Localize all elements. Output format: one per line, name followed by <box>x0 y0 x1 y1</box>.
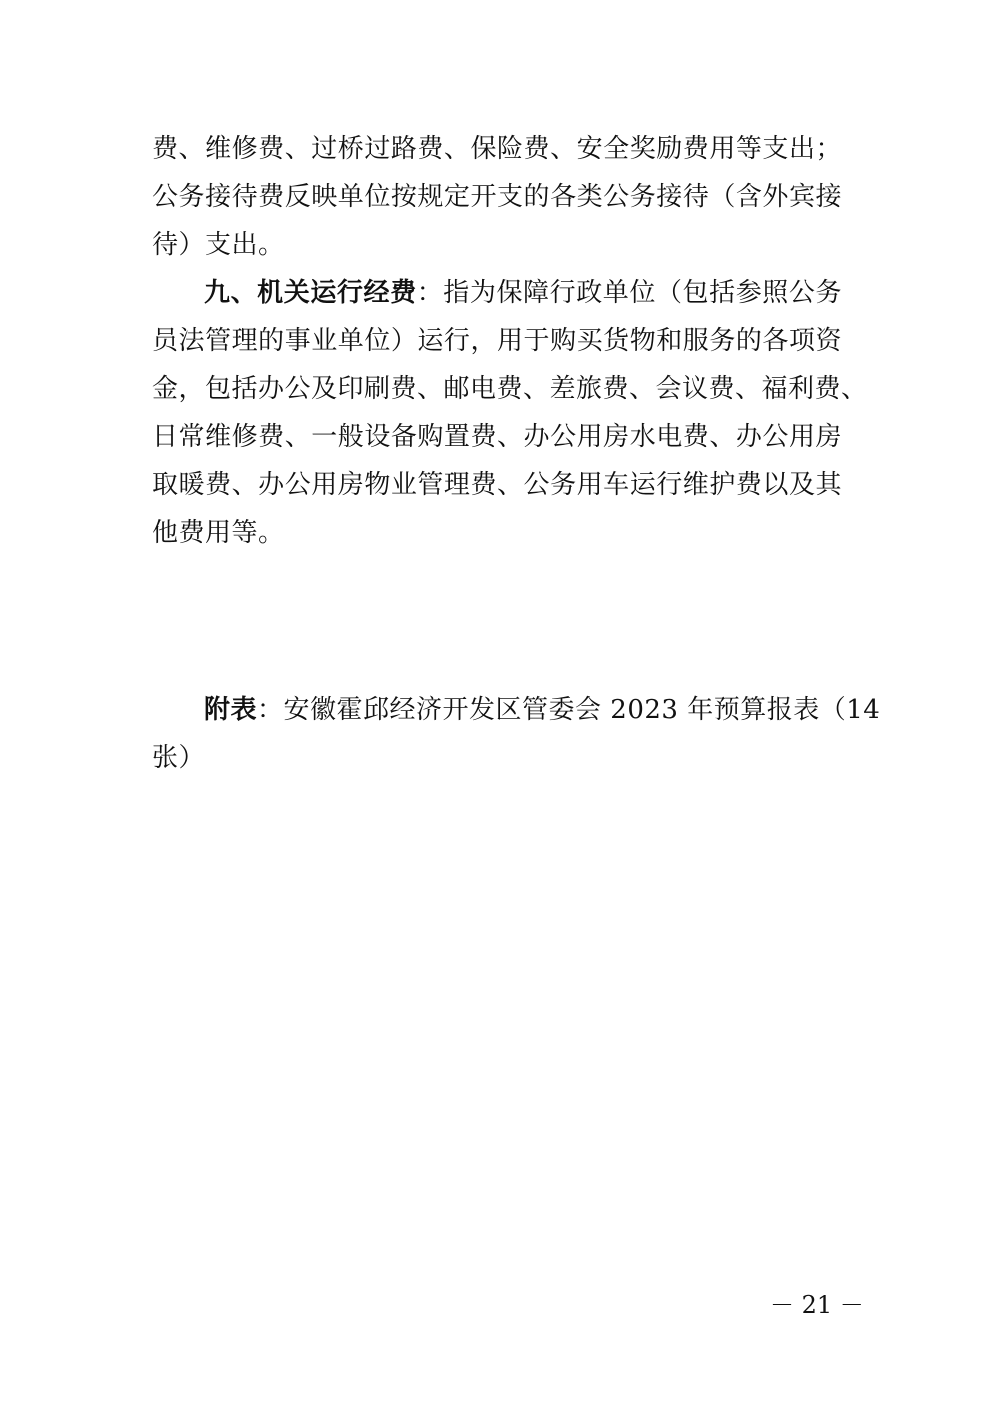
page-number: － 21 － <box>770 1291 864 1319</box>
paragraph-9-line-5: 取暖费、办公用房物业管理费、公务用车运行维护费以及其 <box>152 470 842 500</box>
paragraph-9-line-3: 金，包括办公及印刷费、邮电费、差旅费、会议费、福利费、 <box>152 374 868 404</box>
paragraph-8-line-2: 公务接待费反映单位按规定开支的各类公务接待（含外宾接 <box>152 182 842 212</box>
attachment-label: 附表 <box>204 695 258 725</box>
paragraph-9-line-1-text: ：指为保障行政单位（包括参照公务 <box>416 278 842 308</box>
paragraph-9-heading: 九、机关运行经费 <box>204 278 417 308</box>
paragraph-9-line-4: 日常维修费、一般设备购置费、办公用房水电费、办公用房 <box>152 422 842 452</box>
paragraph-8-line-3: 待）支出。 <box>152 230 285 260</box>
paragraph-9-line-2: 员法管理的事业单位）运行，用于购买货物和服务的各项资 <box>152 326 842 356</box>
attachment-line-1-text: ：安徽霍邱经济开发区管委会 2023 年预算报表（14 <box>257 695 881 725</box>
attachment-line-2: 张） <box>152 743 206 773</box>
paragraph-8-line-1: 费、维修费、过桥过路费、保险费、安全奖励费用等支出； <box>152 134 842 164</box>
paragraph-9-line-1 <box>204 276 842 310</box>
attachment-line-1 <box>204 693 881 727</box>
paragraph-9-line-6: 他费用等。 <box>152 518 285 548</box>
